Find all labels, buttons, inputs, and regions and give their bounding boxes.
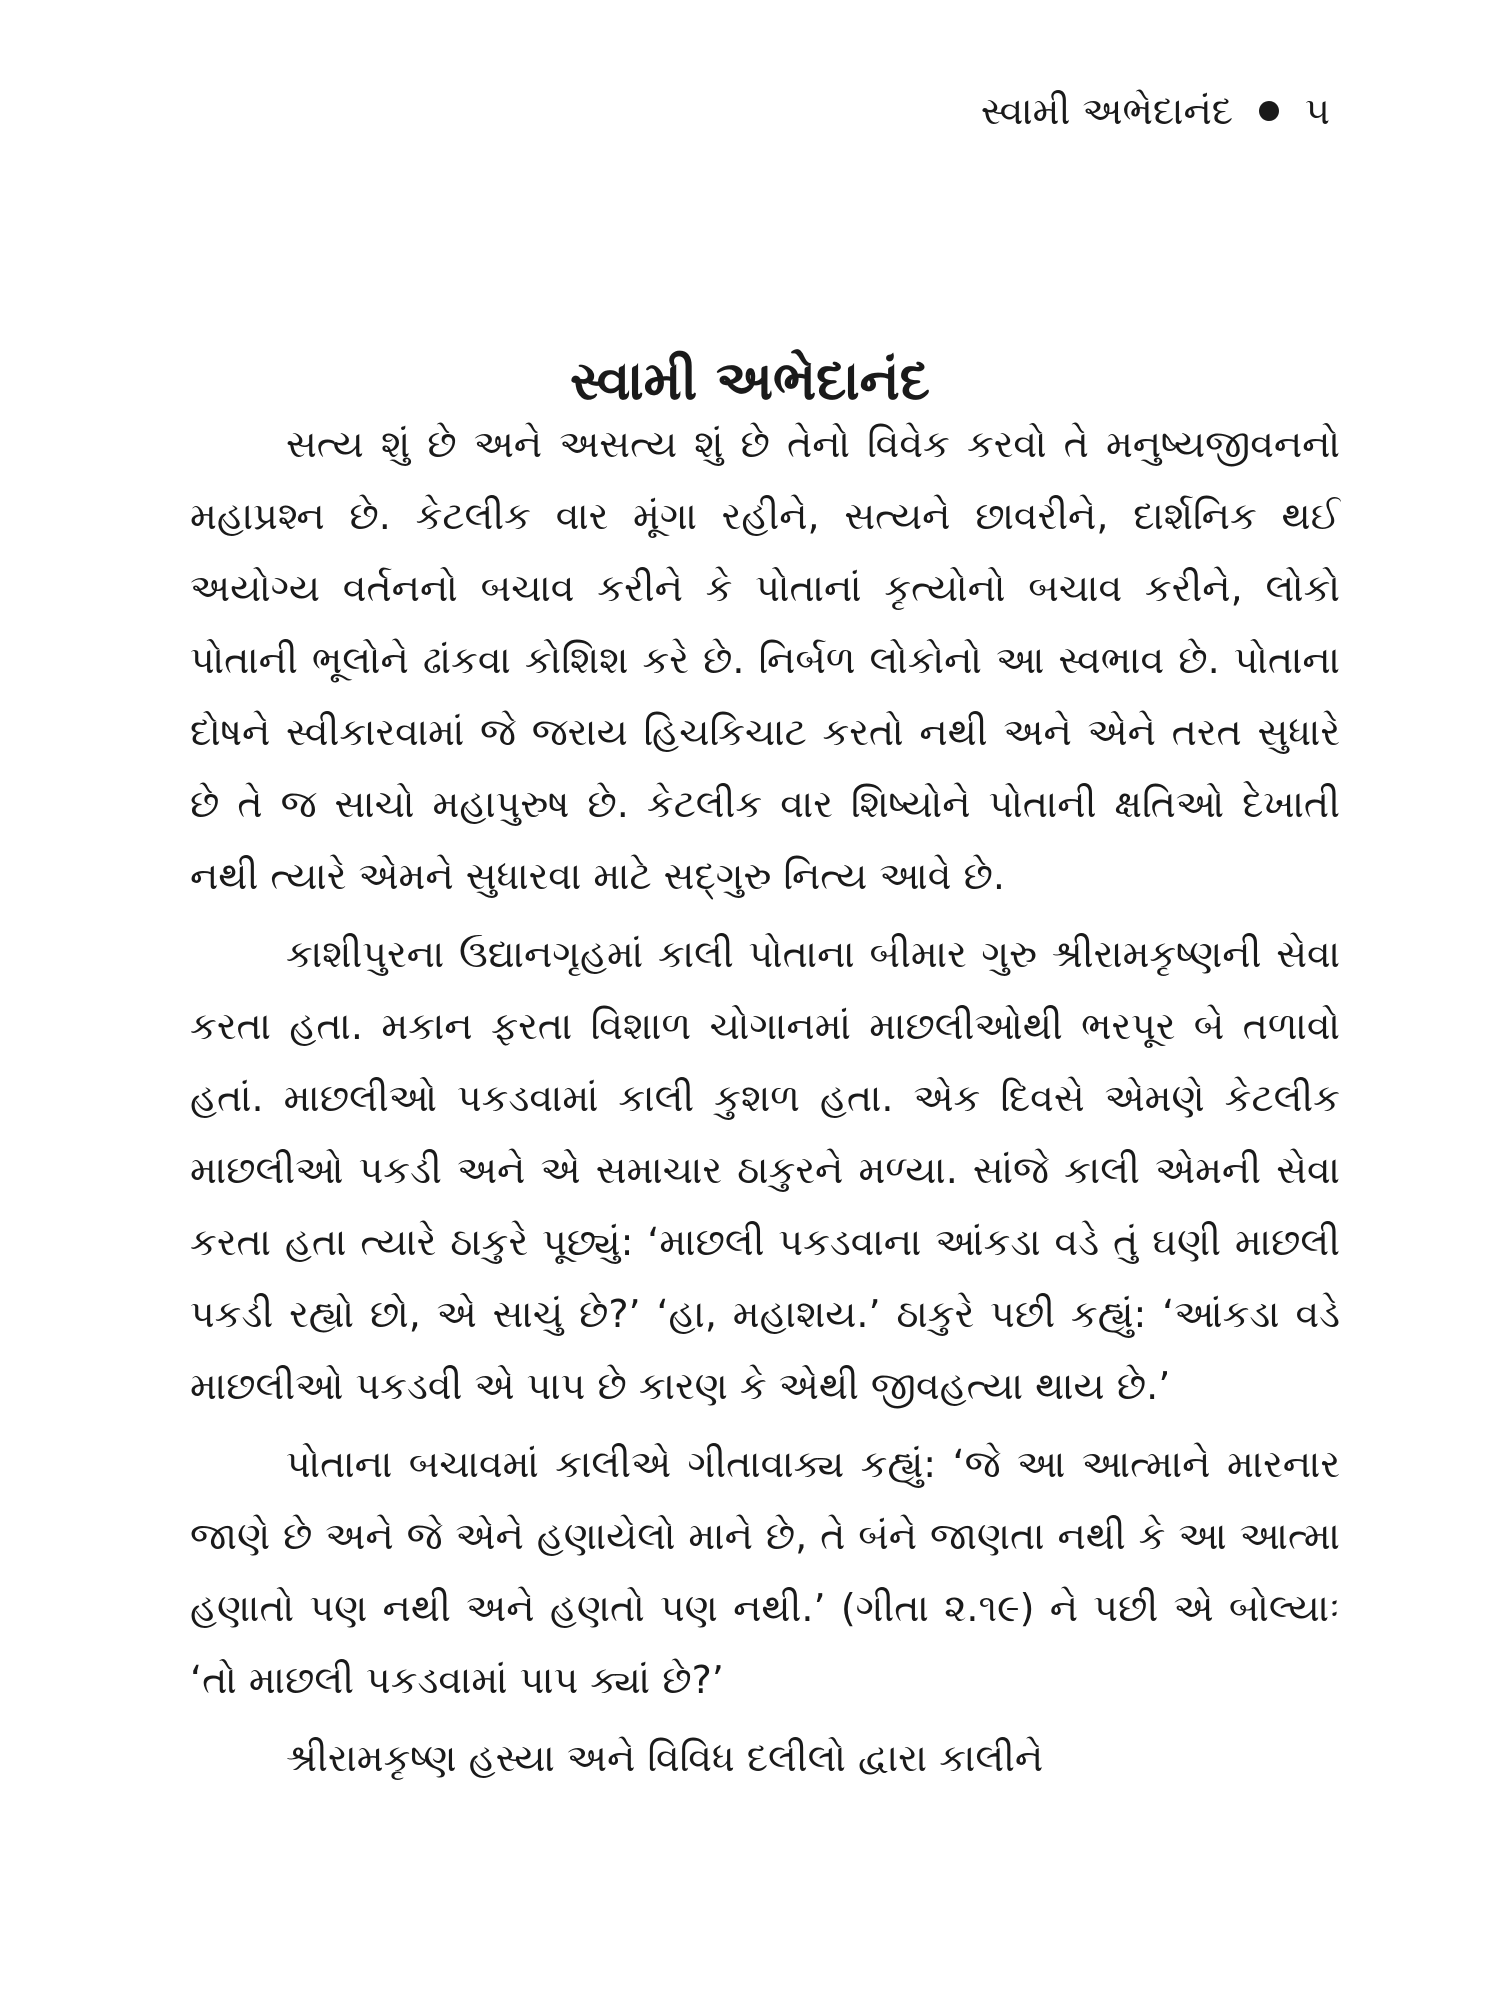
running-header (980, 89, 1330, 133)
bullet-icon (1259, 101, 1279, 121)
chapter-title: સ્વામી અભેદાનંદ (570, 349, 930, 413)
running-header-title: સ્વામી અભેદાનંદ (980, 89, 1234, 133)
paragraph-2: કાશીપુરના ઉદ્યાનગૃહમાં કાલી પોતાના બીમાર ગુરુ શ્રીરામકૃષ્ણની સેવા કરતા હતા. મકાન ફરતા વિશાળ ચોગાનમાં માછલીઓથી ભરપૂર બે તળાવો હતાં. માછલીઓ પકડવામાં કાલી કુશળ હતા. એક દિવસે એમણે કેટલીક માછલીઓ પકડી અને એ સમાચાર ઠાકુરને મળ્યા. સાંજે કાલી એમની સેવા કરતા હતા ત્યારે ઠાકુરે પૂછ્યું: ‘માછલી પકડવાના આંકડા વડે તું ઘણી માછલી પકડી રહ્યો છો, એ સાચું છે?’ ‘હા, મહાશય.’ ઠાકુરે પછી કહ્યું: ‘આંકડા વડે માછલીઓ પકડવી એ પાપ છે કારણ કે એથી જીવહત્યા થાય છે.’ (190, 932, 1340, 1408)
page-number: ૫ (1305, 89, 1330, 133)
paragraph-4: શ્રીરામકૃષ્ણ હસ્યા અને વિવિધ દલીલો દ્વારા કાલીને (286, 1736, 1044, 1780)
body-text (190, 408, 1340, 1794)
paragraph-1: સત્ય શું છે અને અસત્ય શું છે તેનો વિવેક કરવો તે મનુષ્યજીવનનો મહાપ્રશ્ન છે. કેટલીક વાર મૂંગા રહીને, સત્યને છાવરીને, દાર્શનિક થઈ અયોગ્ય વર્તનનો બચાવ કરીને કે પોતાનાં કૃત્યોનો બચાવ કરીને, લોકો પોતાની ભૂલોને ઢાંકવા કોશિશ કરે છે. નિર્બળ લોકોનો આ સ્વભાવ છે. પોતાના દોષને સ્વીકારવામાં જે જરાય હિચકિચાટ કરતો નથી અને એને તરત સુધારે છે તે જ સાચો મહાપુરુષ છે. કેટલીક વાર શિષ્યોને પોતાની ક્ષતિઓ દેખાતી નથી ત્યારે એમને સુધારવા માટે સદ્ગુરુ નિત્ય આવે છે. (190, 422, 1340, 898)
paragraph-3: પોતાના બચાવમાં કાલીએ ગીતાવાક્ય કહ્યું: ‘જે આ આત્માને મારનાર જાણે છે અને જે એને હણાયેલો માને છે, તે બંને જાણતા નથી કે આ આત્મા હણાતો પણ નથી અને હણતો પણ નથી.’ (ગીતા ૨.૧૯) ને પછી એ બોલ્યાઃ ‘તો માછલી પકડવામાં પાપ ક્યાં છે?’ (190, 1442, 1340, 1702)
